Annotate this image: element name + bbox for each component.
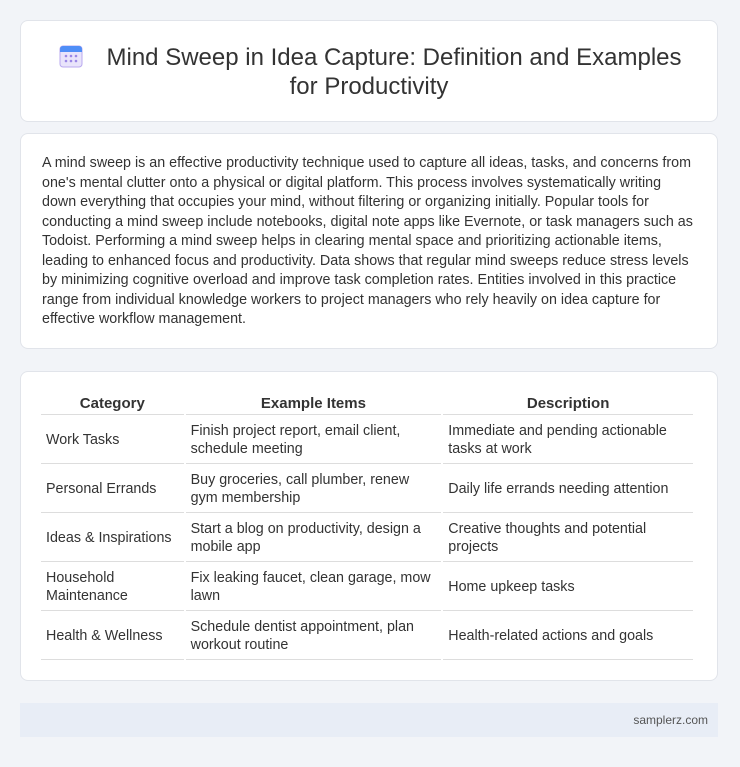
table-card [20, 371, 718, 681]
page-title: Mind Sweep in Idea Capture: Definition and Examples for Productivity [106, 43, 682, 100]
example-items-cell: Fix leaking faucet, clean garage, mow lawn [186, 562, 442, 611]
column-header-example-items: Example Items [186, 390, 442, 415]
column-header-description: Description [443, 390, 693, 415]
example-items-cell: Buy groceries, call plumber, renew gym membership [186, 464, 442, 513]
table-row [41, 415, 693, 464]
category-cell: Household Maintenance [41, 562, 184, 611]
description-cell: Health-related actions and goals [443, 611, 693, 660]
header-card [20, 20, 718, 122]
intro-paragraph: A mind sweep is an effective productivity technique used to capture all ideas, tasks, and concerns from one's mental clutter onto a physical or digital platform. This process involves systematically writing down everything that occupies your mind, without filtering or organizing initially. Popular tools for conducting a mind sweep include notebooks, digital note apps like Evernote, or task managers such as Todoist. Performing a mind sweep helps in clearing mental space and prioritizing actionable items, leading to enhanced focus and productivity. Data shows that regular mind sweeps reduce stress levels by minimizing cognitive overload and improve task completion rates. Entities involved in this practice range from individual knowledge workers to project managers who rely heavily on idea capture for effective workflow management. [42, 155, 693, 327]
description-cell: Daily life errands needing attention [443, 464, 693, 513]
page-title-wrap [41, 42, 697, 101]
intro-card [20, 133, 718, 349]
mind-sweep-table [39, 390, 695, 660]
description-cell: Creative thoughts and potential projects [443, 513, 693, 562]
footer-bar [20, 703, 718, 737]
category-cell: Personal Errands [41, 464, 184, 513]
table-row [41, 513, 693, 562]
footer-site-link[interactable]: samplerz.com [633, 713, 708, 727]
example-items-cell: Start a blog on productivity, design a mobile app [186, 513, 442, 562]
table-row [41, 611, 693, 660]
table-row [41, 464, 693, 513]
calendar-icon [57, 42, 85, 70]
table-header-row [41, 390, 693, 415]
description-cell: Immediate and pending actionable tasks at work [443, 415, 693, 464]
category-cell: Ideas & Inspirations [41, 513, 184, 562]
category-cell: Health & Wellness [41, 611, 184, 660]
example-items-cell: Finish project report, email client, schedule meeting [186, 415, 442, 464]
table-row [41, 562, 693, 611]
column-header-category: Category [41, 390, 184, 415]
category-cell: Work Tasks [41, 415, 184, 464]
description-cell: Home upkeep tasks [443, 562, 693, 611]
example-items-cell: Schedule dentist appointment, plan workout routine [186, 611, 442, 660]
